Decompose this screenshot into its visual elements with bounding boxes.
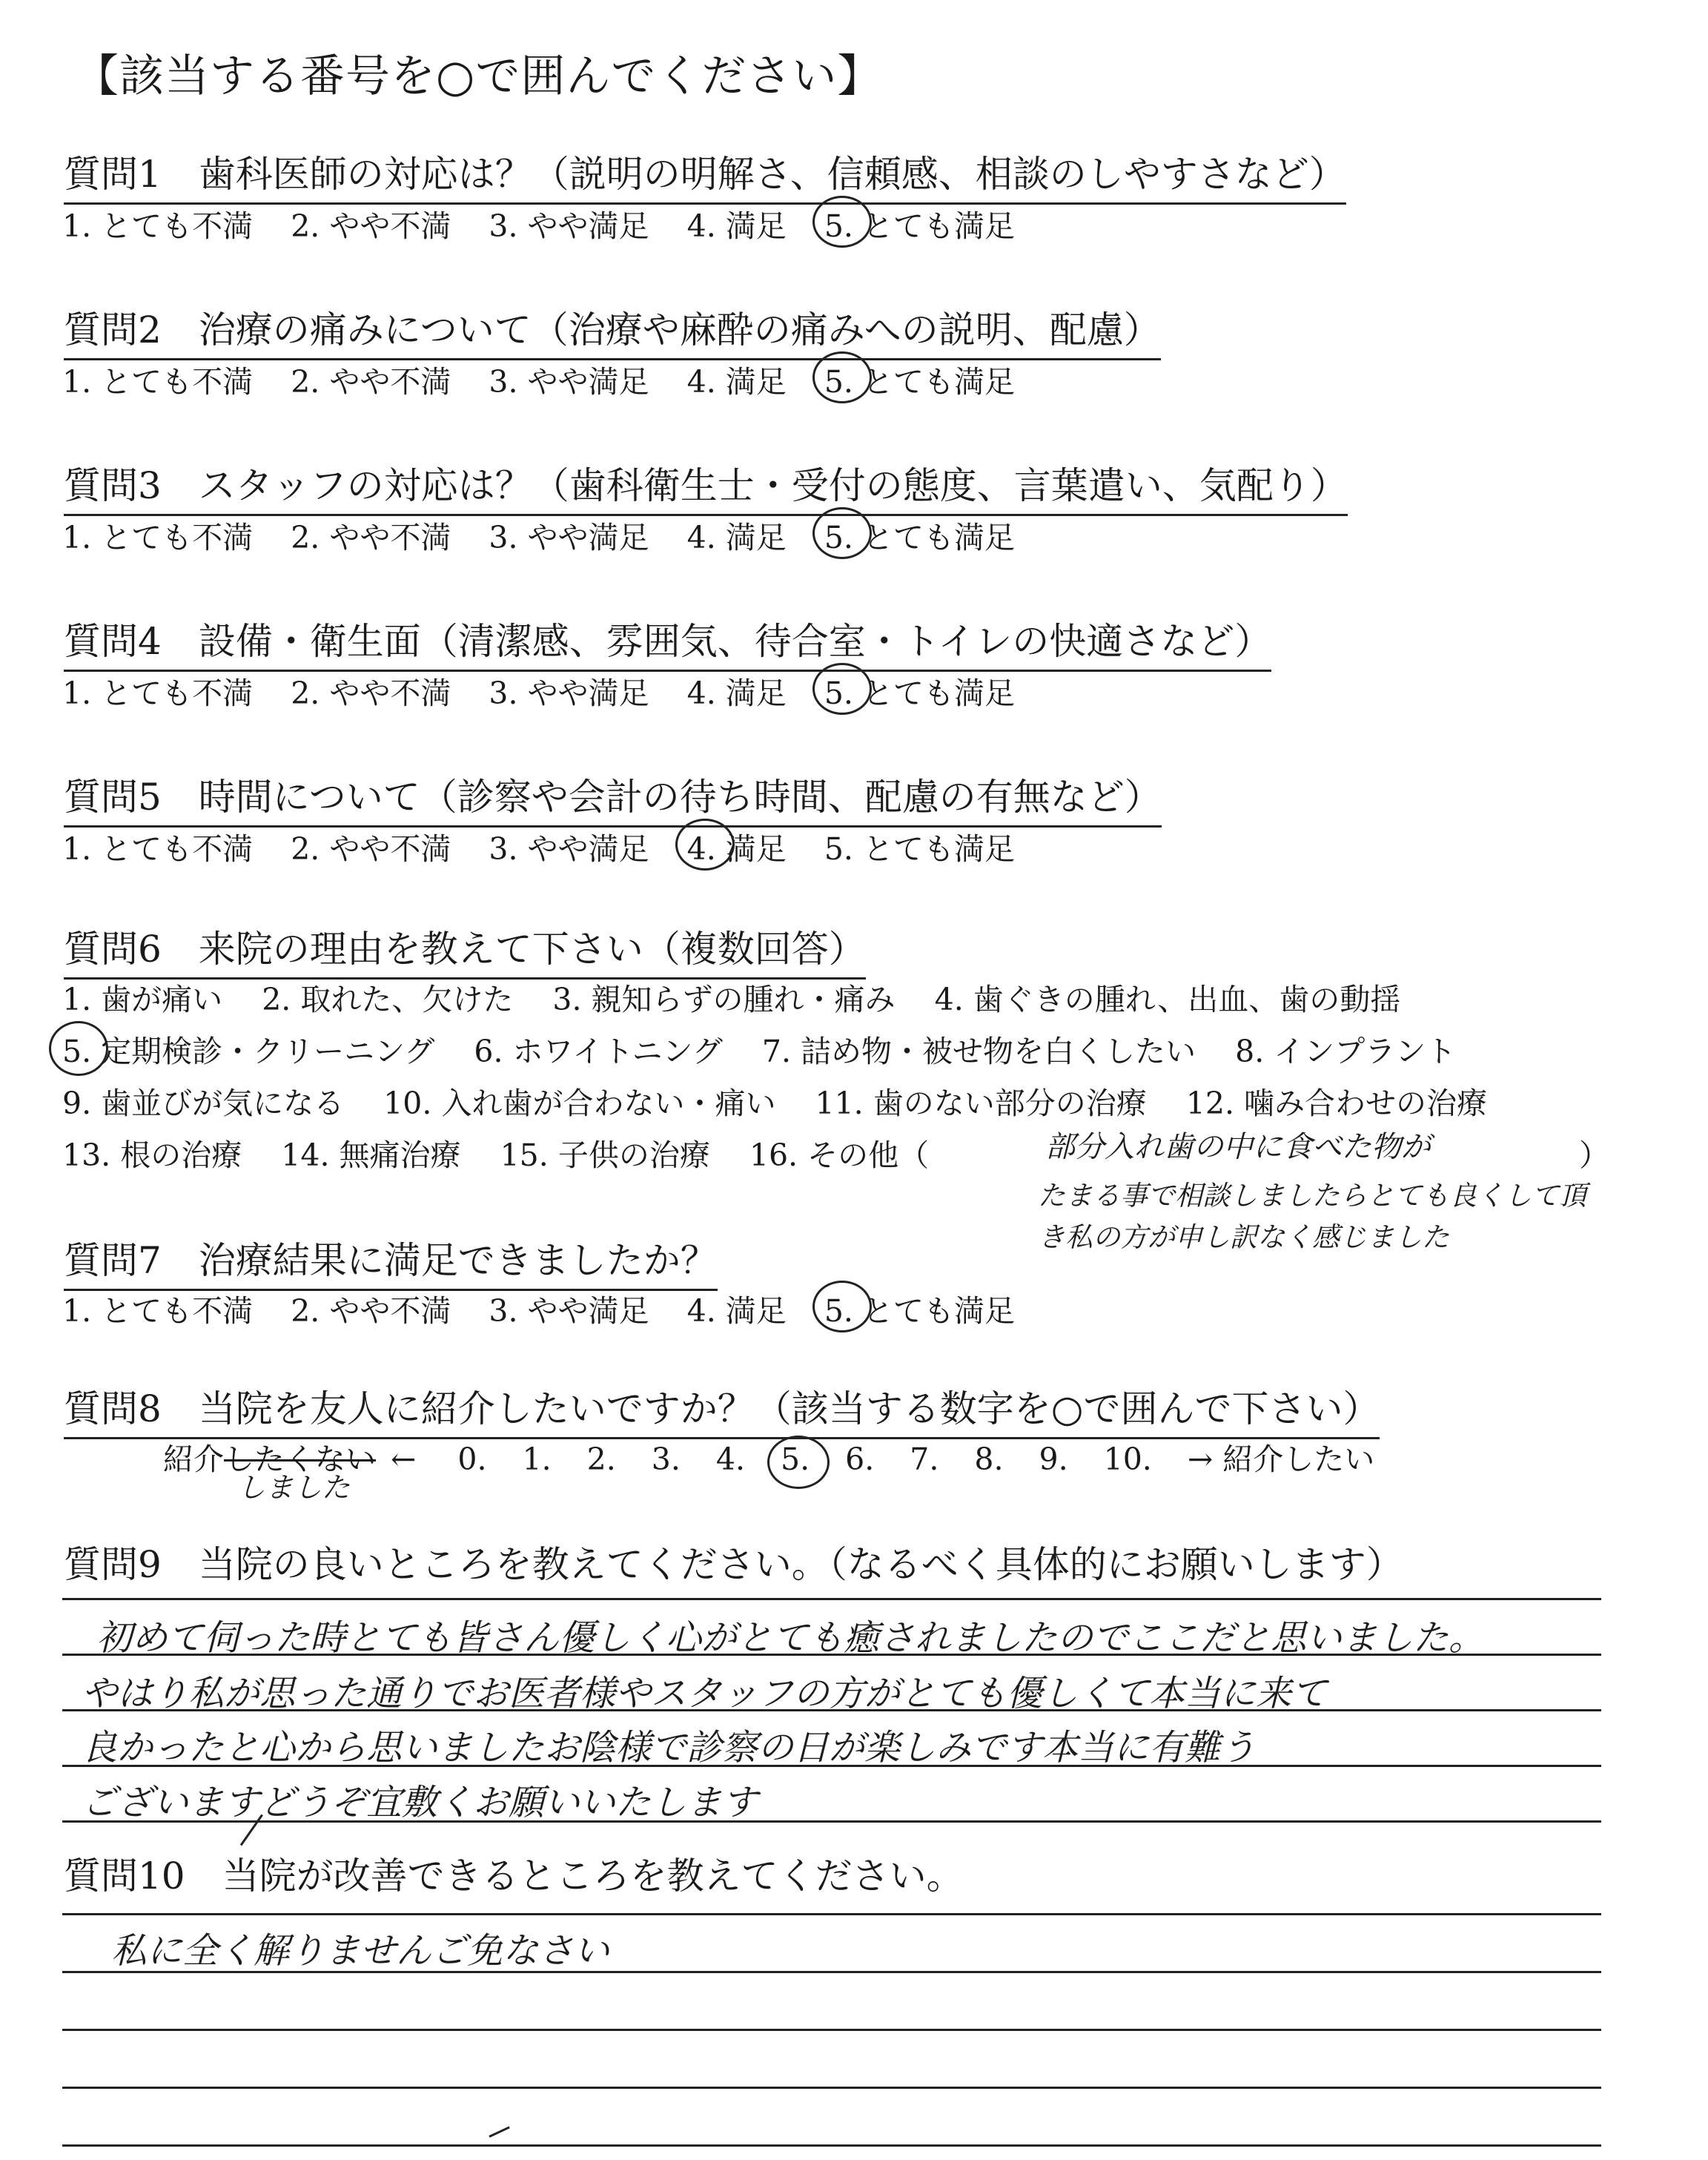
question-5-heading: 質問5 時間について（診察や会計の待ち時間、配慮の有無など） [64,767,1162,828]
q8-score-0[interactable]: 0. [457,1441,487,1477]
q6-reasons-row-4 [62,1131,959,1175]
q1-option-2[interactable]: 2. やや不満 [291,208,451,244]
q6-other-text-line-2: たまる事で相談しましたらとても良くして頂 [1038,1180,1586,1212]
q5-option-3[interactable]: 3. やや満足 [489,831,649,867]
q1-option-4[interactable]: 4. 満足 [686,208,787,244]
q6-reasons-row-1 [62,975,1430,1019]
question-3-options [62,513,1043,557]
question-3-heading: 質問3 スタッフの対応は？（歯科衛生士・受付の態度、言葉遣い、気配り） [64,456,1348,516]
reason-10[interactable]: 10. 入れ歯が合わない・痛い [383,1086,776,1121]
reason-7[interactable]: 7. 詰め物・被せ物を白くしたい [761,1034,1196,1069]
q8-score-10[interactable]: 10. [1103,1441,1152,1477]
q4-option-2[interactable]: 2. やや不満 [291,676,451,711]
q7-option-1[interactable]: 1. とても不満 [62,1293,254,1329]
question-7-options [62,1287,1043,1330]
reason-11[interactable]: 11. 歯のない部分の治療 [815,1086,1147,1121]
q9-answer-line-3: 良かったと心から思いましたお陰様で診察の日が楽しみです本当に有難う [82,1727,1257,1768]
q8-arrow-left: ← [391,1441,417,1477]
reason-13[interactable]: 13. 根の治療 [62,1137,242,1173]
q6-reasons-row-3 [62,1079,1517,1123]
q8-score-5[interactable]: 5. [780,1441,810,1477]
q8-score-4[interactable]: 4. [715,1441,745,1477]
reason-2[interactable]: 2. 取れた、欠けた [262,982,514,1017]
question-1-heading: 質問1 歯科医師の対応は？（説明の明解さ、信頼感、相談のしやすさなど） [64,145,1346,205]
q3-option-2[interactable]: 2. やや不満 [291,520,451,555]
reason-16-other[interactable]: 16. その他（ [749,1137,930,1173]
q10-stray-pen-mark [489,2126,509,2137]
question-9-heading: 質問9 当院の良いところを教えてください。（なるべく具体的にお願いします） [64,1543,1403,1586]
q6-other-text-line-3: き私の方が申し訳なく感じました [1038,1221,1449,1253]
question-5-options [62,825,1043,868]
q3-option-5[interactable]: 5. とても満足 [824,513,1015,557]
q1-option-5[interactable]: 5. とても満足 [824,202,1015,245]
q2-option-3[interactable]: 3. やや満足 [489,364,649,400]
q8-arrow-right: → 紹介したい [1187,1441,1375,1477]
q8-left-label: 紹介 [163,1441,224,1477]
q1-option-3[interactable]: 3. やや満足 [489,208,649,244]
question-8-heading: 質問8 当院を友人に紹介したいですか？（該当する数字を○で囲んで下さい） [64,1379,1380,1439]
reason-3[interactable]: 3. 親知らずの腫れ・痛み [552,982,896,1017]
reason-8[interactable]: 8. インプラント [1235,1034,1457,1069]
question-7-heading: 質問7 治療結果に満足できましたか？ [64,1231,718,1291]
q4-option-4[interactable]: 4. 満足 [686,676,787,711]
q2-option-5[interactable]: 5. とても満足 [824,357,1015,401]
question-4-heading: 質問4 設備・衛生面（清潔感、雰囲気、待合室・トイレの快適さなど） [64,612,1271,672]
q9-answer-line-4: ございますどうぞ宜敷くお願いいたします [82,1782,758,1823]
q4-option-1[interactable]: 1. とても不満 [62,676,254,711]
q8-score-9[interactable]: 9. [1039,1441,1068,1477]
reason-1[interactable]: 1. 歯が痛い [62,982,223,1017]
q2-option-2[interactable]: 2. やや不満 [291,364,451,400]
q2-option-4[interactable]: 4. 満足 [686,364,787,400]
q8-score-1[interactable]: 1. [522,1441,552,1477]
reason-9[interactable]: 9. 歯並びが気になる [62,1086,345,1121]
reason-14[interactable]: 14. 無痛治療 [281,1137,461,1173]
question-6-heading: 質問6 来院の理由を教えて下さい（複数回答） [64,919,866,980]
question-4-options [62,669,1043,713]
q5-option-4[interactable]: 4. 満足 [687,825,787,868]
q7-option-2[interactable]: 2. やや不満 [291,1293,451,1329]
q3-option-3[interactable]: 3. やや満足 [489,520,649,555]
q8-score-3[interactable]: 3. [651,1441,681,1477]
q6-other-text-line-1: 部分入れ歯の中に食べた物が [1045,1130,1431,1164]
q2-option-1[interactable]: 1. とても不満 [62,364,254,400]
q3-option-4[interactable]: 4. 満足 [686,520,787,555]
question-10-heading: 質問10 当院が改善できるところを教えてください。 [64,1855,964,1898]
q10-rule-1 [62,1913,1601,1915]
q4-option-5[interactable]: 5. とても満足 [824,669,1015,713]
q8-score-8[interactable]: 8. [974,1441,1004,1477]
reason-15[interactable]: 15. 子供の治療 [500,1137,710,1173]
q6-other-close-paren: ） [1579,1137,1609,1173]
q8-struck-text: したくない [224,1441,376,1477]
q9-answer-line-1: 初めて伺った時とても皆さん優しく心がとても癒されましたのでここだと思いました。 [96,1617,1485,1659]
reason-5[interactable]: 5. 定期検診・クリーニング [62,1027,434,1071]
page-title: 【該当する番号を○で囲んでください】 [74,50,883,102]
q5-option-1[interactable]: 1. とても不満 [62,831,254,867]
q10-answer-line-1: 私に全く解りませんご免なさい [111,1930,610,1972]
q10-rule-3 [62,2029,1601,2031]
q7-option-4[interactable]: 4. 満足 [686,1293,787,1329]
reason-12[interactable]: 12. 噛み合わせの治療 [1185,1086,1488,1121]
q8-score-7[interactable]: 7. [910,1441,939,1477]
q9-answer-line-2: やはり私が思った通りでお医者様やスタッフの方がとても優しくて本当に来て [82,1673,1328,1714]
q8-correction-text: しました [237,1471,351,1504]
reason-6[interactable]: 6. ホワイトニング [474,1034,723,1069]
q1-option-1[interactable]: 1. とても不満 [62,208,254,244]
question-1-options [62,202,1043,245]
q8-score-2[interactable]: 2. [586,1441,616,1477]
q3-option-1[interactable]: 1. とても不満 [62,520,254,555]
q4-option-3[interactable]: 3. やや満足 [489,676,649,711]
q5-option-2[interactable]: 2. やや不満 [291,831,451,867]
q7-option-3[interactable]: 3. やや満足 [489,1293,649,1329]
q9-rule-1 [62,1598,1601,1600]
q10-rule-5 [62,2144,1601,2147]
q6-reasons-row-2 [62,1027,1486,1071]
question-2-heading: 質問2 治療の痛みについて（治療や麻酔の痛みへの説明、配慮） [64,300,1161,360]
q5-option-5[interactable]: 5. とても満足 [824,831,1015,867]
q8-score-6[interactable]: 6. [845,1441,875,1477]
reason-4[interactable]: 4. 歯ぐきの腫れ、出血、歯の動揺 [934,982,1401,1017]
q7-option-5[interactable]: 5. とても満足 [824,1287,1015,1330]
question-2-options [62,357,1043,401]
q10-rule-4 [62,2087,1601,2089]
